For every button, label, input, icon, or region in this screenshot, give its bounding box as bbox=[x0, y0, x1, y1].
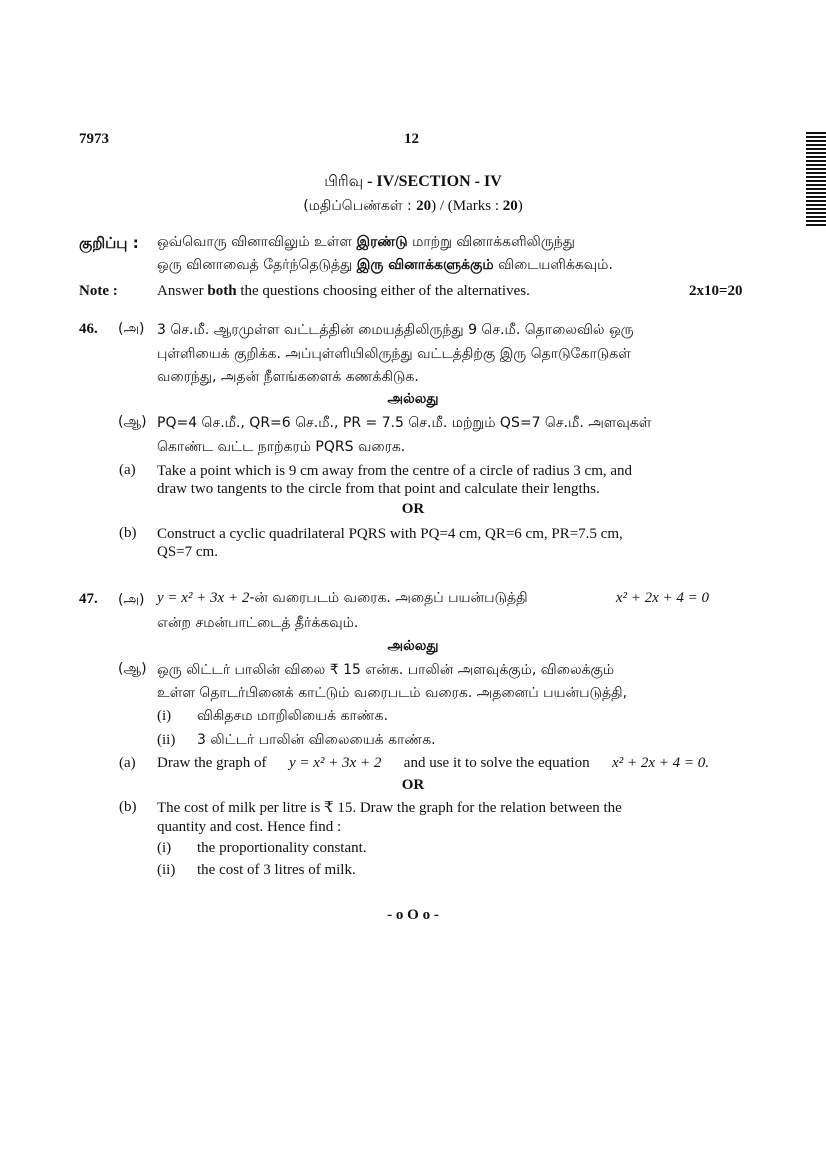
q47-b-line1: The cost of milk per litre is ₹ 15. Draw the graph for the relation between the bbox=[157, 800, 622, 816]
note-tamil-line1 bbox=[157, 233, 709, 251]
note-tamil-text: ஒரு வினாவைத் தேர்ந்தெடுத்து bbox=[157, 257, 357, 273]
q47-b-tamil-sub-i-label: (i) bbox=[157, 708, 172, 724]
note-tamil-bold: இரு வினாக்களுக்கும் bbox=[356, 257, 494, 273]
note-bold: both bbox=[207, 283, 237, 299]
q46-or-tamil: அல்லது bbox=[387, 391, 439, 407]
q46-a-line1: Take a point which is 9 cm away from the centre of a circle of radius 3 cm, and bbox=[157, 463, 633, 479]
q47-b-line2: quantity and cost. Hence find : bbox=[157, 819, 342, 835]
q47-b-tamil-line2: உள்ள தொடர்பினைக் காட்டும் வரைபடம் வரைக. அதனைப் பயன்படுத்தி, bbox=[157, 685, 628, 701]
note-text: the questions choosing either of the alternatives. bbox=[236, 283, 530, 299]
q47-b-sub-i-label: (i) bbox=[157, 840, 172, 856]
q47-label-b: (b) bbox=[119, 799, 137, 815]
note-tamil-text: ஒவ்வொரு வினாவிலும் உள்ள bbox=[157, 234, 357, 250]
q46-label-a-tamil: (அ) bbox=[118, 321, 145, 337]
section-title-tamil: பிரிவு bbox=[324, 172, 364, 190]
q46-b-line2: QS=7 cm. bbox=[157, 544, 218, 560]
note-label-english: Note : bbox=[79, 283, 118, 299]
q47-b-tamil-sub-i: விகிதசம மாறிலியைக் காண்க. bbox=[197, 708, 389, 724]
marks-value-tamil: 20 bbox=[416, 198, 432, 214]
q47-b-tamil-sub-ii-label: (ii) bbox=[157, 732, 176, 748]
marks-value-english: 20 bbox=[502, 198, 518, 214]
note-label-tamil: குறிப்பு : bbox=[79, 234, 139, 252]
q46-a-tamil-line2: புள்ளியைக் குறிக்க. அப்புள்ளியிலிருந்து வட்டத்திற்கு இரு தொடுகோடுகள் bbox=[157, 346, 631, 362]
q47-b-sub-ii-label: (ii) bbox=[157, 862, 176, 878]
q46-b-line1: Construct a cyclic quadrilateral PQRS with PQ=4 cm, QR=6 cm, PR=7.5 cm, bbox=[157, 526, 623, 542]
question-47-number: 47. bbox=[79, 591, 98, 607]
marks-label-english: ) / (Marks : bbox=[431, 198, 503, 214]
q47-label-a-tamil: (அ) bbox=[118, 592, 145, 608]
q47-label-b-tamil: (ஆ) bbox=[118, 661, 147, 677]
q47-or-tamil: அல்லது bbox=[387, 638, 439, 654]
equation: x² + 2x + 4 = 0. bbox=[612, 755, 709, 771]
q47-a-tamil-line1 bbox=[157, 590, 709, 608]
q46-a-line2: draw two tangents to the circle from that point and calculate their lengths. bbox=[157, 481, 600, 497]
section-title-english: - IV/SECTION - IV bbox=[363, 173, 502, 190]
q46-b-tamil-line2: கொண்ட வட்ட நாற்கரம் PQRS வரைக. bbox=[157, 439, 406, 455]
end-of-paper-mark: - o O o - bbox=[387, 907, 439, 923]
q47-b-tamil-sub-ii: 3 லிட்டர் பாலின் விலையைக் காண்க. bbox=[197, 732, 436, 748]
q47-a-line bbox=[157, 755, 709, 772]
q46-label-b: (b) bbox=[119, 525, 137, 541]
note-english-text bbox=[157, 283, 530, 300]
page-number: 12 bbox=[404, 131, 419, 147]
note-marks: 2x10=20 bbox=[689, 283, 743, 299]
q47-a-text: and use it to solve the equation bbox=[403, 755, 590, 771]
q47-b-sub-i: the proportionality constant. bbox=[197, 840, 367, 856]
q46-label-b-tamil: (ஆ) bbox=[118, 414, 147, 430]
q47-a-text: Draw the graph of bbox=[157, 755, 267, 771]
q46-a-tamil-line3: வரைந்து, அதன் நீளங்களைக் கணக்கிடுக. bbox=[157, 369, 419, 385]
q47-a-tamil-line2: என்ற சமன்பாட்டைத் தீர்க்கவும். bbox=[157, 615, 359, 631]
note-tamil-bold: இரண்டு bbox=[356, 234, 408, 250]
equation: y = x² + 3x + 2 bbox=[157, 590, 250, 606]
q46-b-tamil-line1: PQ=4 செ.மீ., QR=6 செ.மீ., PR = 7.5 செ.மீ. மற்றும் QS=7 செ.மீ. அளவுகள் bbox=[157, 415, 652, 431]
q46-or: OR bbox=[401, 501, 425, 517]
marks-label-tamil: (மதிப்பெண்கள் : bbox=[303, 198, 417, 214]
q47-b-sub-ii: the cost of 3 litres of milk. bbox=[197, 862, 356, 878]
paper-code: 7973 bbox=[79, 131, 109, 147]
section-marks bbox=[0, 198, 826, 216]
section-title bbox=[0, 172, 826, 192]
note-tamil-text: மாற்று வினாக்களிலிருந்து bbox=[407, 234, 575, 250]
equation: x² + 2x + 4 = 0 bbox=[615, 590, 709, 606]
equation: y = x² + 3x + 2 bbox=[289, 755, 382, 771]
note-tamil-line2 bbox=[157, 256, 709, 274]
q47-label-a: (a) bbox=[119, 755, 136, 771]
q46-a-tamil-line1: 3 செ.மீ. ஆரமுள்ள வட்டத்தின் மையத்திலிருந்து 9 செ.மீ. தொலைவில் ஒரு bbox=[157, 322, 634, 338]
q46-label-a: (a) bbox=[119, 462, 136, 478]
question-46-number: 46. bbox=[79, 321, 98, 337]
q47-b-tamil-line1: ஒரு லிட்டர் பாலின் விலை ₹ 15 என்க. பாலின் அளவுக்கும், விலைக்கும் bbox=[157, 662, 615, 678]
marks-close: ) bbox=[517, 198, 523, 214]
note-tamil-text: விடையளிக்கவும். bbox=[493, 257, 613, 273]
note-text: Answer bbox=[157, 283, 208, 299]
q47-or: OR bbox=[401, 777, 425, 793]
q47-a-tamil-text: -ன் வரைபடம் வரைக. அதைப் பயன்படுத்தி bbox=[249, 590, 528, 606]
